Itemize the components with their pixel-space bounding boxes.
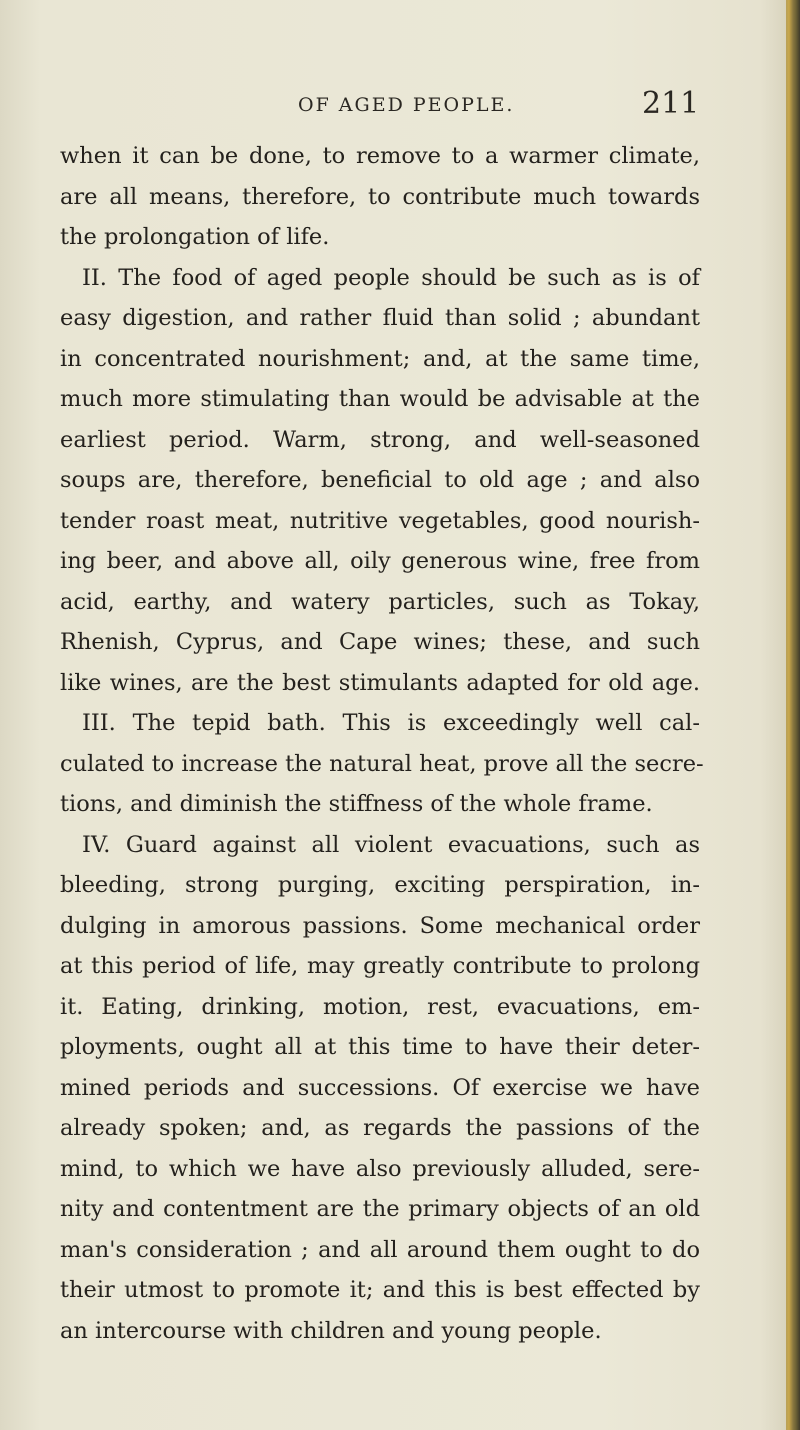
page-edge	[786, 0, 800, 1430]
text-line: IV. Guard against all violent evacuations, such as	[82, 831, 700, 858]
text-line: man's consideration ; and all around them ought to do	[60, 1236, 700, 1263]
text-line: mined periods and successions. Of exercise we have	[60, 1074, 700, 1101]
text-line: their utmost to promote it; and this is best effected by	[60, 1277, 700, 1303]
text-line: like wines, are the best stimulants adapted for old age.	[60, 669, 700, 696]
text-line: ing beer, and above all, oily generous wine, free from	[60, 548, 700, 574]
text-line: tions, and diminish the stiffness of the whole frame.	[60, 791, 653, 817]
text-line: it. Eating, drinking, motion, rest, evacuations, em-	[60, 993, 700, 1020]
text-line: easy digestion, and rather fluid than solid ; abundant	[60, 305, 700, 331]
text-line: an intercourse with children and young people.	[60, 1317, 602, 1344]
text-line: in concentrated nourishment; and, at the same time,	[60, 345, 700, 372]
text-line: Rhenish, Cyprus, and Cape wines; these, and such	[60, 629, 700, 655]
text-line: dulging in amorous passions. Some mechanical order	[60, 912, 700, 939]
text-line: already spoken; and, as regards the passions of the	[60, 1115, 700, 1141]
text-line: ployments, ought all at this time to have their deter-	[60, 1034, 700, 1060]
text-line: the prolongation of life.	[60, 224, 330, 250]
page-number: 211	[642, 86, 700, 121]
text-line: acid, earthy, and watery particles, such as Tokay,	[60, 588, 700, 615]
text-line: soups are, therefore, beneficial to old age ; and also	[60, 467, 700, 493]
text-line: mind, to which we have also previously alluded, sere-	[60, 1155, 700, 1182]
text-line: are all means, therefore, to contribute much towards	[60, 183, 700, 210]
text-line: II. The food of aged people should be such as is of	[82, 264, 700, 291]
body-text	[60, 136, 704, 1351]
text-line: at this period of life, may greatly contribute to prolong	[60, 953, 700, 979]
text-line: bleeding, strong purging, exciting perspiration, in-	[60, 872, 700, 898]
text-line: tender roast meat, nutritive vegetables, good nourish-	[60, 507, 700, 534]
text-line: earliest period. Warm, strong, and well-seasoned	[60, 426, 700, 453]
text-line: nity and contentment are the primary objects of an old	[60, 1196, 700, 1222]
running-head: OF AGED PEOPLE.	[298, 94, 515, 116]
text-line: when it can be done, to remove to a warmer climate,	[60, 143, 700, 169]
text-line: much more stimulating than would be advisable at the	[60, 386, 700, 412]
text-line: III. The tepid bath. This is exceedingly well cal-	[82, 710, 700, 736]
page-header	[0, 86, 786, 126]
text-line: culated to increase the natural heat, prove all the secre-	[60, 750, 704, 777]
